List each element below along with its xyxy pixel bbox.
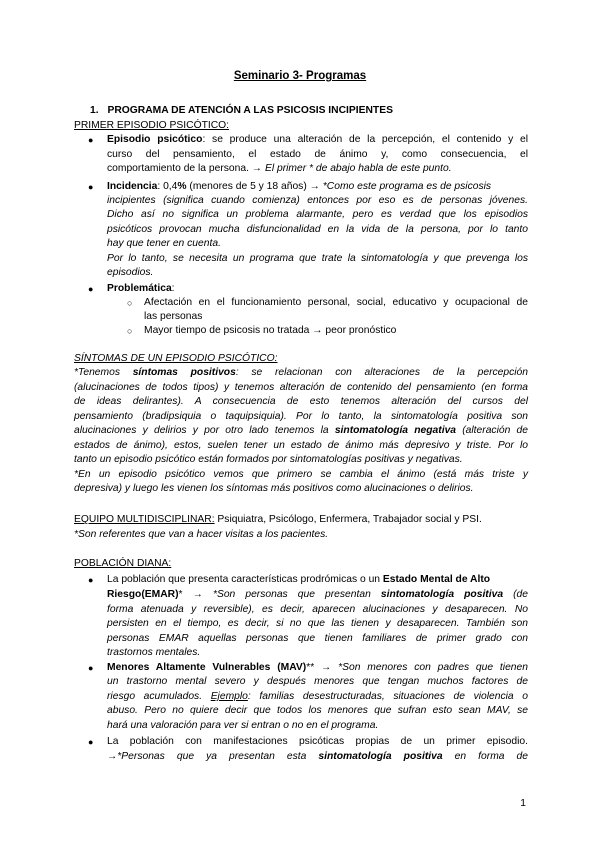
bullet-icon: ● <box>88 135 94 145</box>
problematica-sub-1b: las personas <box>144 311 203 322</box>
sintomas-positivos: síntomas positivos <box>132 367 236 378</box>
problematica-term: Problemática <box>107 283 172 294</box>
poblacion-b1-sintomatologia: sintomatología positiva <box>380 589 504 600</box>
poblacion-b3-sintomatologia: sintomatología positiva <box>318 751 443 762</box>
poblacion-b2-line-1 <box>107 661 528 675</box>
sintomas-line-3: de ideas delirantes). A consecuencia de esto tenemos alteración del cursos del <box>74 396 528 407</box>
poblacion-b1-line-5: personas EMAR aquellas personas que tienen familiares de primer grado con <box>107 633 528 644</box>
sintomas-line-5 <box>74 424 528 438</box>
poblacion-b3-text-2c: en forma de <box>442 751 529 762</box>
circle-bullet-icon: ○ <box>127 326 133 336</box>
poblacion-b1-line-4: persisten en el tiempo, es decir, si no que las tienen y desaparecen. También son <box>107 618 528 629</box>
poblacion-b3-line-1: La población con manifestaciones psicóticas propias de un primer episodio. <box>107 736 528 747</box>
bullet-icon: ● <box>88 182 94 192</box>
problematica-sub-2: Mayor tiempo de psicosis no tratada → peor pronóstico <box>144 325 397 336</box>
incidencia-line-5: hay que tener en cuenta. <box>107 238 221 249</box>
sintomas-text-5c: (alteración de <box>456 425 528 436</box>
equipo-label: EQUIPO MULTIDISCIPLINAR: <box>74 514 215 525</box>
section-heading-text: PROGRAMA DE ATENCIÓN A LAS PSICOSIS INCIPIENTES <box>107 105 393 116</box>
incidencia-line-2: incipientes (significa cuando comienza) entonces por eso es de personas jóvenes. <box>107 195 528 206</box>
poblacion-b1-text-2c: *Son personas que presentan <box>212 589 381 600</box>
incidencia-percent: % <box>177 181 187 192</box>
sintomas-line-9: depresiva) y luego les vienen los síntomas más positivos como alucinaciones o delirios. <box>74 483 474 494</box>
incidencia-line-6: Por lo tanto, se necesita un programa que trate la sintomatología y que prevenga los <box>107 253 528 264</box>
poblacion-b1-line-3: forma atenuada y reversible), es decir, aparecen alucinaciones y desaparecen. No <box>107 604 528 615</box>
poblacion-b1-riesgo: Riesgo(EMAR) <box>107 589 179 600</box>
poblacion-b1-text-1a: La población que presenta características prodrómicas o un <box>107 574 383 585</box>
episodio-note: El primer * de abajo habla de este punto. <box>264 163 452 174</box>
incidencia-note-1: *Como este programa es de psicosis <box>322 181 492 192</box>
equipo-text: Psiquiatra, Psicólogo, Enfermera, Trabajador social y PSI. <box>214 514 482 525</box>
poblacion-b3-line-2 <box>107 750 528 764</box>
bullet-icon: ● <box>88 284 94 294</box>
bullet-icon: ● <box>88 663 94 673</box>
problematica-line <box>107 282 528 296</box>
incidencia-line-1 <box>107 180 528 194</box>
sintomas-text-1a: *Tenemos <box>74 367 133 378</box>
episodio-line-3 <box>107 162 528 176</box>
section-heading <box>90 104 544 118</box>
equipo-line <box>74 513 528 527</box>
bullet-icon: ● <box>88 575 94 585</box>
episodio-text-1: : se produce una alteración de la percepción, el contenido y el <box>202 134 528 145</box>
primer-episodio-label: PRIMER EPISODIO PSICÓTICO: <box>74 120 230 131</box>
poblacion-b2-line-2: un trastorno mental severo y después menores que tengan muchos factores de <box>107 676 528 687</box>
section-number: 1. <box>90 105 99 116</box>
poblacion-b2-text-3a: riesgo acumulados. <box>107 691 211 702</box>
poblacion-b2-line-3 <box>107 690 528 704</box>
incidencia-line-3: Dicho así no significa un problema alarmante, pero es verdad que los episodios <box>107 209 528 220</box>
incidencia-line-4: psicóticos provocan mucha disfuncionalidad en la vida de la persona, por lo tanto <box>107 224 528 235</box>
incidencia-range: (menores de 5 y 18 años) → <box>186 181 323 192</box>
sintomas-label: SÍNTOMAS DE UN EPISODIO PSICÓTICO: <box>74 353 278 364</box>
poblacion-b2-text-1c: *Son menores con padres que tienen <box>338 662 528 673</box>
poblacion-b1-emar: Estado Mental de Alto <box>382 574 491 585</box>
sintomas-text-1c: : se relacionan con alteraciones de la percepción <box>235 367 528 378</box>
poblacion-b3-text-2a: →*Personas que ya presentan esta <box>107 751 319 762</box>
page-number: 1 <box>520 798 526 809</box>
episodio-line-1 <box>107 133 528 147</box>
sintomas-line-2: (alucinaciones de todos tipos) y tenemos alteración de contenido del pensamiento (en forma <box>74 382 528 393</box>
poblacion-b1-line-2 <box>107 588 528 602</box>
episodio-line-2: curso del pensamiento, el estado de ánimo y, como consecuencia, el <box>107 149 528 160</box>
incidencia-line-7: episodios. <box>107 267 154 278</box>
poblacion-b2-ejemplo: Ejemplo <box>210 691 248 702</box>
sintomas-text-5a: alucinaciones y delirios y por otro lado tenemos la <box>74 425 335 436</box>
page-title: Seminario 3- Programas <box>233 70 367 82</box>
poblacion-b1-arrow: * → <box>178 589 213 600</box>
poblacion-b2-text-3c: : familias desestructuradas, situaciones de violencia o <box>247 691 528 702</box>
episodio-text-3a: comportamiento de la persona. → <box>107 163 265 174</box>
poblacion-label: POBLACIÓN DIANA: <box>74 558 172 569</box>
sintomas-line-6: estados de ánimo), estos, suelen tener un estado de ánimo más depresivo y triste. Por lo <box>74 440 528 451</box>
sintomas-line-7: tanto un episodio psicótico están formados por sintomatologías positivas y negativas. <box>74 454 463 465</box>
poblacion-b1-text-2e: (de <box>503 589 529 600</box>
poblacion-b2-mav: Menores Altamente Vulnerables (MAV) <box>107 662 307 673</box>
poblacion-b2-line-5: hará una valoración para ver si entran o no en el programa. <box>107 720 379 731</box>
problematica-sub-1a: Afectación en el funcionamiento personal, social, educativo y ocupacional de <box>144 297 528 308</box>
poblacion-b2-arrow: ** → <box>306 662 339 673</box>
sintomas-line-4: pensamiento (bradipsiquia o taquipsiquia). Por lo tanto, la sintomatología positiva son <box>74 411 528 422</box>
episodio-term: Episodio psicótico <box>107 134 203 145</box>
sintomas-negativa: sintomatología negativa <box>334 425 457 436</box>
sintomas-line-8: *En un episodio psicótico vemos que primero se cambia el ánimo (está más triste y <box>74 469 528 480</box>
bullet-icon: ● <box>88 737 94 747</box>
sintomas-line-1 <box>74 366 528 380</box>
poblacion-b1-line-6: trastornos mentales. <box>107 647 201 658</box>
poblacion-b2-line-4: abuso. Pero no quiere decir que todos los menores que sufran esto sean MAV, se <box>107 705 528 716</box>
equipo-note: *Son referentes que van a hacer visitas a los pacientes. <box>74 529 329 540</box>
circle-bullet-icon: ○ <box>127 298 133 308</box>
problematica-colon: : <box>171 283 175 294</box>
poblacion-b1-line-1 <box>107 573 528 587</box>
incidencia-term: Incidencia <box>107 181 158 192</box>
incidencia-value: : 0,4 <box>157 181 178 192</box>
